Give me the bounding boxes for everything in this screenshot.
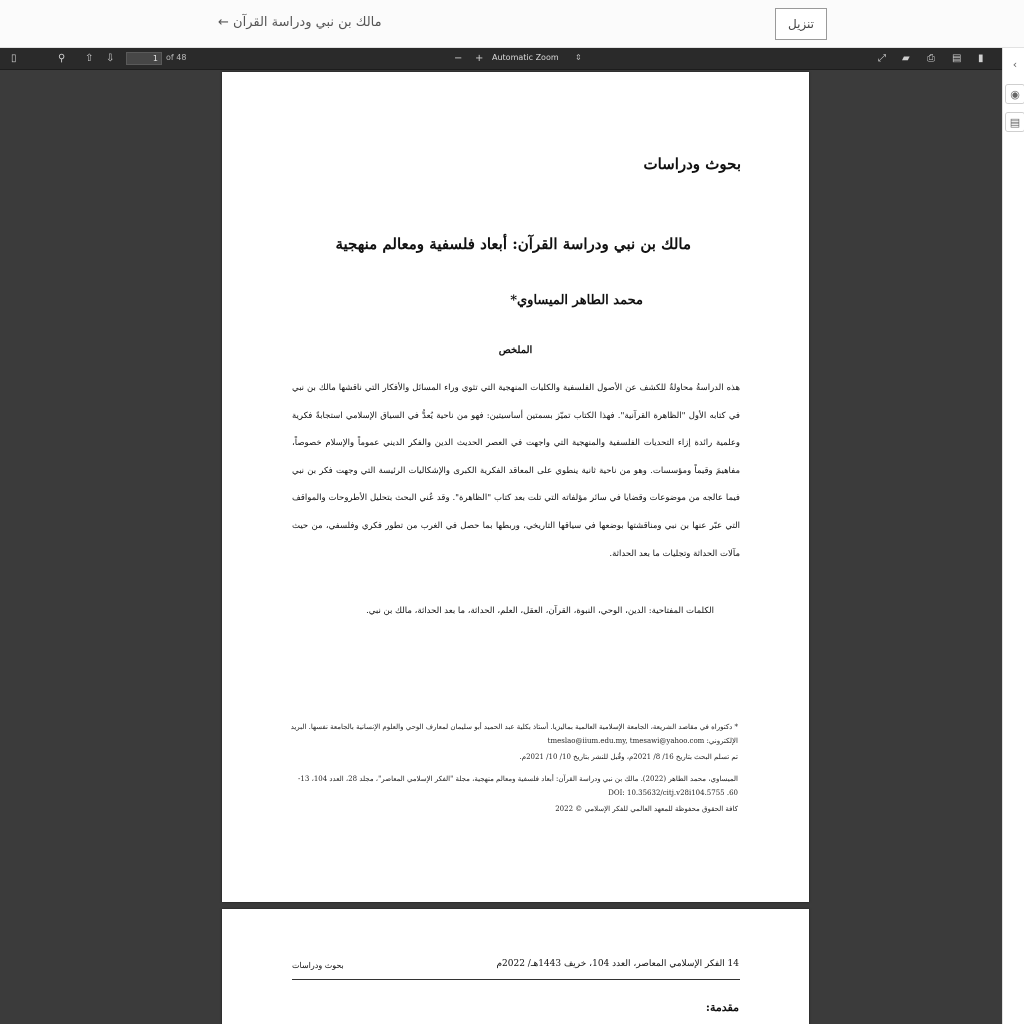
intro-heading: مقدمة: [705, 1001, 739, 1014]
running-header-journal: 14 الفكر الإسلامي المعاصر، العدد 104، خريف 1443هـ/ 2022م [496, 959, 739, 969]
print-icon[interactable]: ⎙ [927, 53, 935, 64]
document-title-link[interactable] [218, 15, 382, 30]
eye-icon[interactable]: ◉ [1005, 84, 1024, 104]
page-count: of 48 [166, 53, 187, 62]
footnote-citation: الميساوي، محمد الطاهر (2022). مالك بن نبي ودراسة القرآن: أبعاد فلسفية ومعالم منهجية، مجلة "الفكر الإسلامي المعاصر"، مجلد 28، العدد 104، 13-60. DOI: 10.35632/citj.v28i104.5755 [298, 775, 738, 797]
author-name: محمد الطاهر الميساوي* [510, 293, 643, 308]
right-rail [1002, 48, 1024, 1024]
pdf-page-1 [222, 72, 809, 902]
open-file-icon[interactable]: ▰ [902, 53, 910, 64]
abstract-heading: الملخص [498, 345, 533, 356]
document-title: مالك بن نبي ودراسة القرآن [233, 15, 382, 30]
top-bar [0, 0, 1024, 48]
keywords: الكلمات المفتاحية: الدين، الوحي، النبوة، القرآن، العقل، العلم، الحداثة، ما بعد الحداثة، مالك بن نبي. [366, 606, 714, 616]
section-label: بحوث ودراسات [643, 155, 741, 173]
previous-page-icon[interactable]: ⇧ [85, 53, 94, 64]
footnote-affiliation: * دكتوراه في مقاصد الشريعة، الجامعة الإسلامية العالمية بماليزيا. أستاذ بكلية عبد الحميد أبو سليمان لمعارف الوحي والعلوم الإنسانية بالجامعة نفسها. البريد الإلكتروني: tmeslao@iium.edu.my, tmesawi@yahoo.com [290, 723, 738, 745]
chevron-down-icon: ⇕ [575, 53, 582, 62]
page-number-input[interactable]: 1 [126, 52, 162, 65]
download-button[interactable]: تنزيل [775, 8, 827, 40]
abstract-body: هذه الدراسةُ محاولةٌ للكشف عن الأصول الفلسفية والكليات المنهجية التي تثوي وراء المسائل والأفكار التي ناقشها مالك بن نبي في كتابه الأول "الظاهرة القرآنية". فهذا الكتاب تميّز بسمتين أساسيتين: فهو من ناحية يُعدُّ في السياق الإسلامي استجابةً فكرية وعلمية رائدة إزاء التحديات الفلسفية والمنهجية التي واجهت في العصر الحديث الدين والفكر الديني عموماً والإسلام خصوصاً، مفاهيمَ وقيماً ومؤسسات. وهو من ناحية ثانية ينطوي على المعاقد الفكرية الكبرى والإشكاليات الرئيسة التي وجهت فكر بن نبي فيما عالجه من موضوعات وقضايا في سائر مؤلفاته التي تلت بعد كتاب "الظاهرة". وقد عُني البحث بتحليل الأطروحات والمواقف التي عبّر عنها بن نبي ومناقشتها بوضعها في سياقها التاريخي، وربطها بما حصل في الغرب من تطور فكري وفلسفي، من حيث مآلات الحداثة وتجليات ما بعد الحداثة. [292, 383, 740, 559]
presentation-mode-icon[interactable]: ⤢ [878, 53, 886, 64]
back-arrow-icon: ← [218, 15, 229, 30]
next-page-icon[interactable]: ⇩ [106, 53, 115, 64]
sidebar-toggle-icon[interactable]: ▯ [11, 53, 17, 64]
footnotes [290, 720, 738, 818]
pdf-viewer[interactable] [0, 48, 1002, 1024]
running-header-section: بحوث ودراسات [292, 961, 344, 970]
save-icon[interactable]: ▤ [952, 53, 962, 64]
collapse-panel-icon[interactable]: ‹ [1005, 54, 1024, 74]
zoom-select[interactable]: Automatic Zoom [492, 53, 559, 62]
paper-title: مالك بن نبي ودراسة القرآن: أبعاد فلسفية ومعالم منهجية [335, 235, 691, 253]
zoom-out-button[interactable]: − [454, 53, 463, 64]
footnote-copyright: كافة الحقوق محفوظة للمعهد العالمي للفكر الإسلامي © 2022 [555, 805, 738, 813]
search-icon[interactable]: ⚲ [58, 53, 66, 64]
bookmark-icon[interactable]: ▮ [978, 53, 984, 64]
header-divider [292, 979, 740, 980]
note-icon[interactable]: ▤ [1005, 112, 1024, 132]
zoom-in-button[interactable]: + [475, 53, 484, 64]
pdf-toolbar [0, 48, 1002, 70]
pdf-page-2 [222, 909, 809, 1024]
footnote-dates: تم تسلم البحث بتاريخ 16/ 8/ 2021م، وقُبل للنشر بتاريخ 10/ 10/ 2021م. [519, 753, 738, 761]
